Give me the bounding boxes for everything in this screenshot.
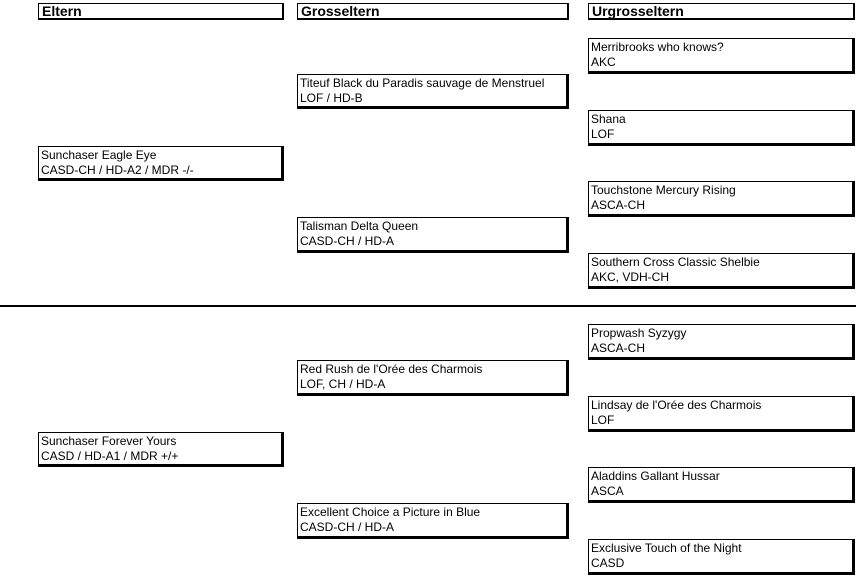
dog-titles: CASD-CH / HD-A2 / MDR -/- xyxy=(41,163,194,177)
header-great-grandparents: Urgrosseltern xyxy=(588,3,855,20)
great-grandparent-bottom-3 xyxy=(588,467,855,503)
dog-name: Excellent Choice a Picture in Blue xyxy=(300,505,481,519)
great-grandparent-top-4 xyxy=(588,253,855,289)
dog-titles: ASCA xyxy=(591,484,624,498)
grandparent-top-2 xyxy=(297,217,569,253)
dog-name: Lindsay de l'Orée des Charmois xyxy=(591,398,762,412)
dog-titles: ASCA-CH xyxy=(591,198,646,212)
parent-dam xyxy=(38,432,284,467)
grandparent-bottom-1 xyxy=(297,360,569,396)
dog-titles: LOF xyxy=(591,413,615,427)
dog-name: Red Rush de l'Orée des Charmois xyxy=(300,362,483,376)
dog-titles: CASD-CH / HD-A xyxy=(300,520,395,534)
dog-name: Sunchaser Eagle Eye xyxy=(41,148,157,162)
great-grandparent-bottom-1 xyxy=(588,324,855,360)
dog-name: Aladdins Gallant Hussar xyxy=(591,469,720,483)
dog-name: Talisman Delta Queen xyxy=(300,219,419,233)
dog-titles: LOF / HD-B xyxy=(300,91,363,105)
grandparent-bottom-2 xyxy=(297,503,569,539)
dog-name: Touchstone Mercury Rising xyxy=(591,183,736,197)
dog-name: Titeuf Black du Paradis sauvage de Menstruel xyxy=(300,76,545,90)
great-grandparent-top-2 xyxy=(588,110,855,146)
header-grandparents: Grosseltern xyxy=(297,3,569,20)
great-grandparent-top-3 xyxy=(588,181,855,217)
dog-titles: AKC xyxy=(591,55,616,69)
dog-name: Exclusive Touch of the Night xyxy=(591,541,742,555)
header-parents: Eltern xyxy=(38,3,284,20)
dog-titles: ASCA-CH xyxy=(591,341,646,355)
dog-titles: LOF xyxy=(591,127,615,141)
dog-name: Propwash Syzygy xyxy=(591,326,687,340)
grandparent-top-1 xyxy=(297,74,569,109)
dog-name: Shana xyxy=(591,112,626,126)
great-grandparent-top-1 xyxy=(588,38,855,74)
great-grandparent-bottom-4 xyxy=(588,539,855,575)
parent-sire xyxy=(38,146,284,181)
dog-titles: CASD xyxy=(591,556,625,570)
dog-name: Merribrooks who knows? xyxy=(591,40,724,54)
dog-titles: CASD / HD-A1 / MDR +/+ xyxy=(41,449,179,463)
dog-name: Sunchaser Forever Yours xyxy=(41,434,177,448)
dog-titles: AKC, VDH-CH xyxy=(591,270,670,284)
great-grandparent-bottom-2 xyxy=(588,396,855,432)
dog-name: Southern Cross Classic Shelbie xyxy=(591,255,760,269)
dog-titles: LOF, CH / HD-A xyxy=(300,377,386,391)
section-divider xyxy=(0,305,856,307)
dog-titles: CASD-CH / HD-A xyxy=(300,234,395,248)
